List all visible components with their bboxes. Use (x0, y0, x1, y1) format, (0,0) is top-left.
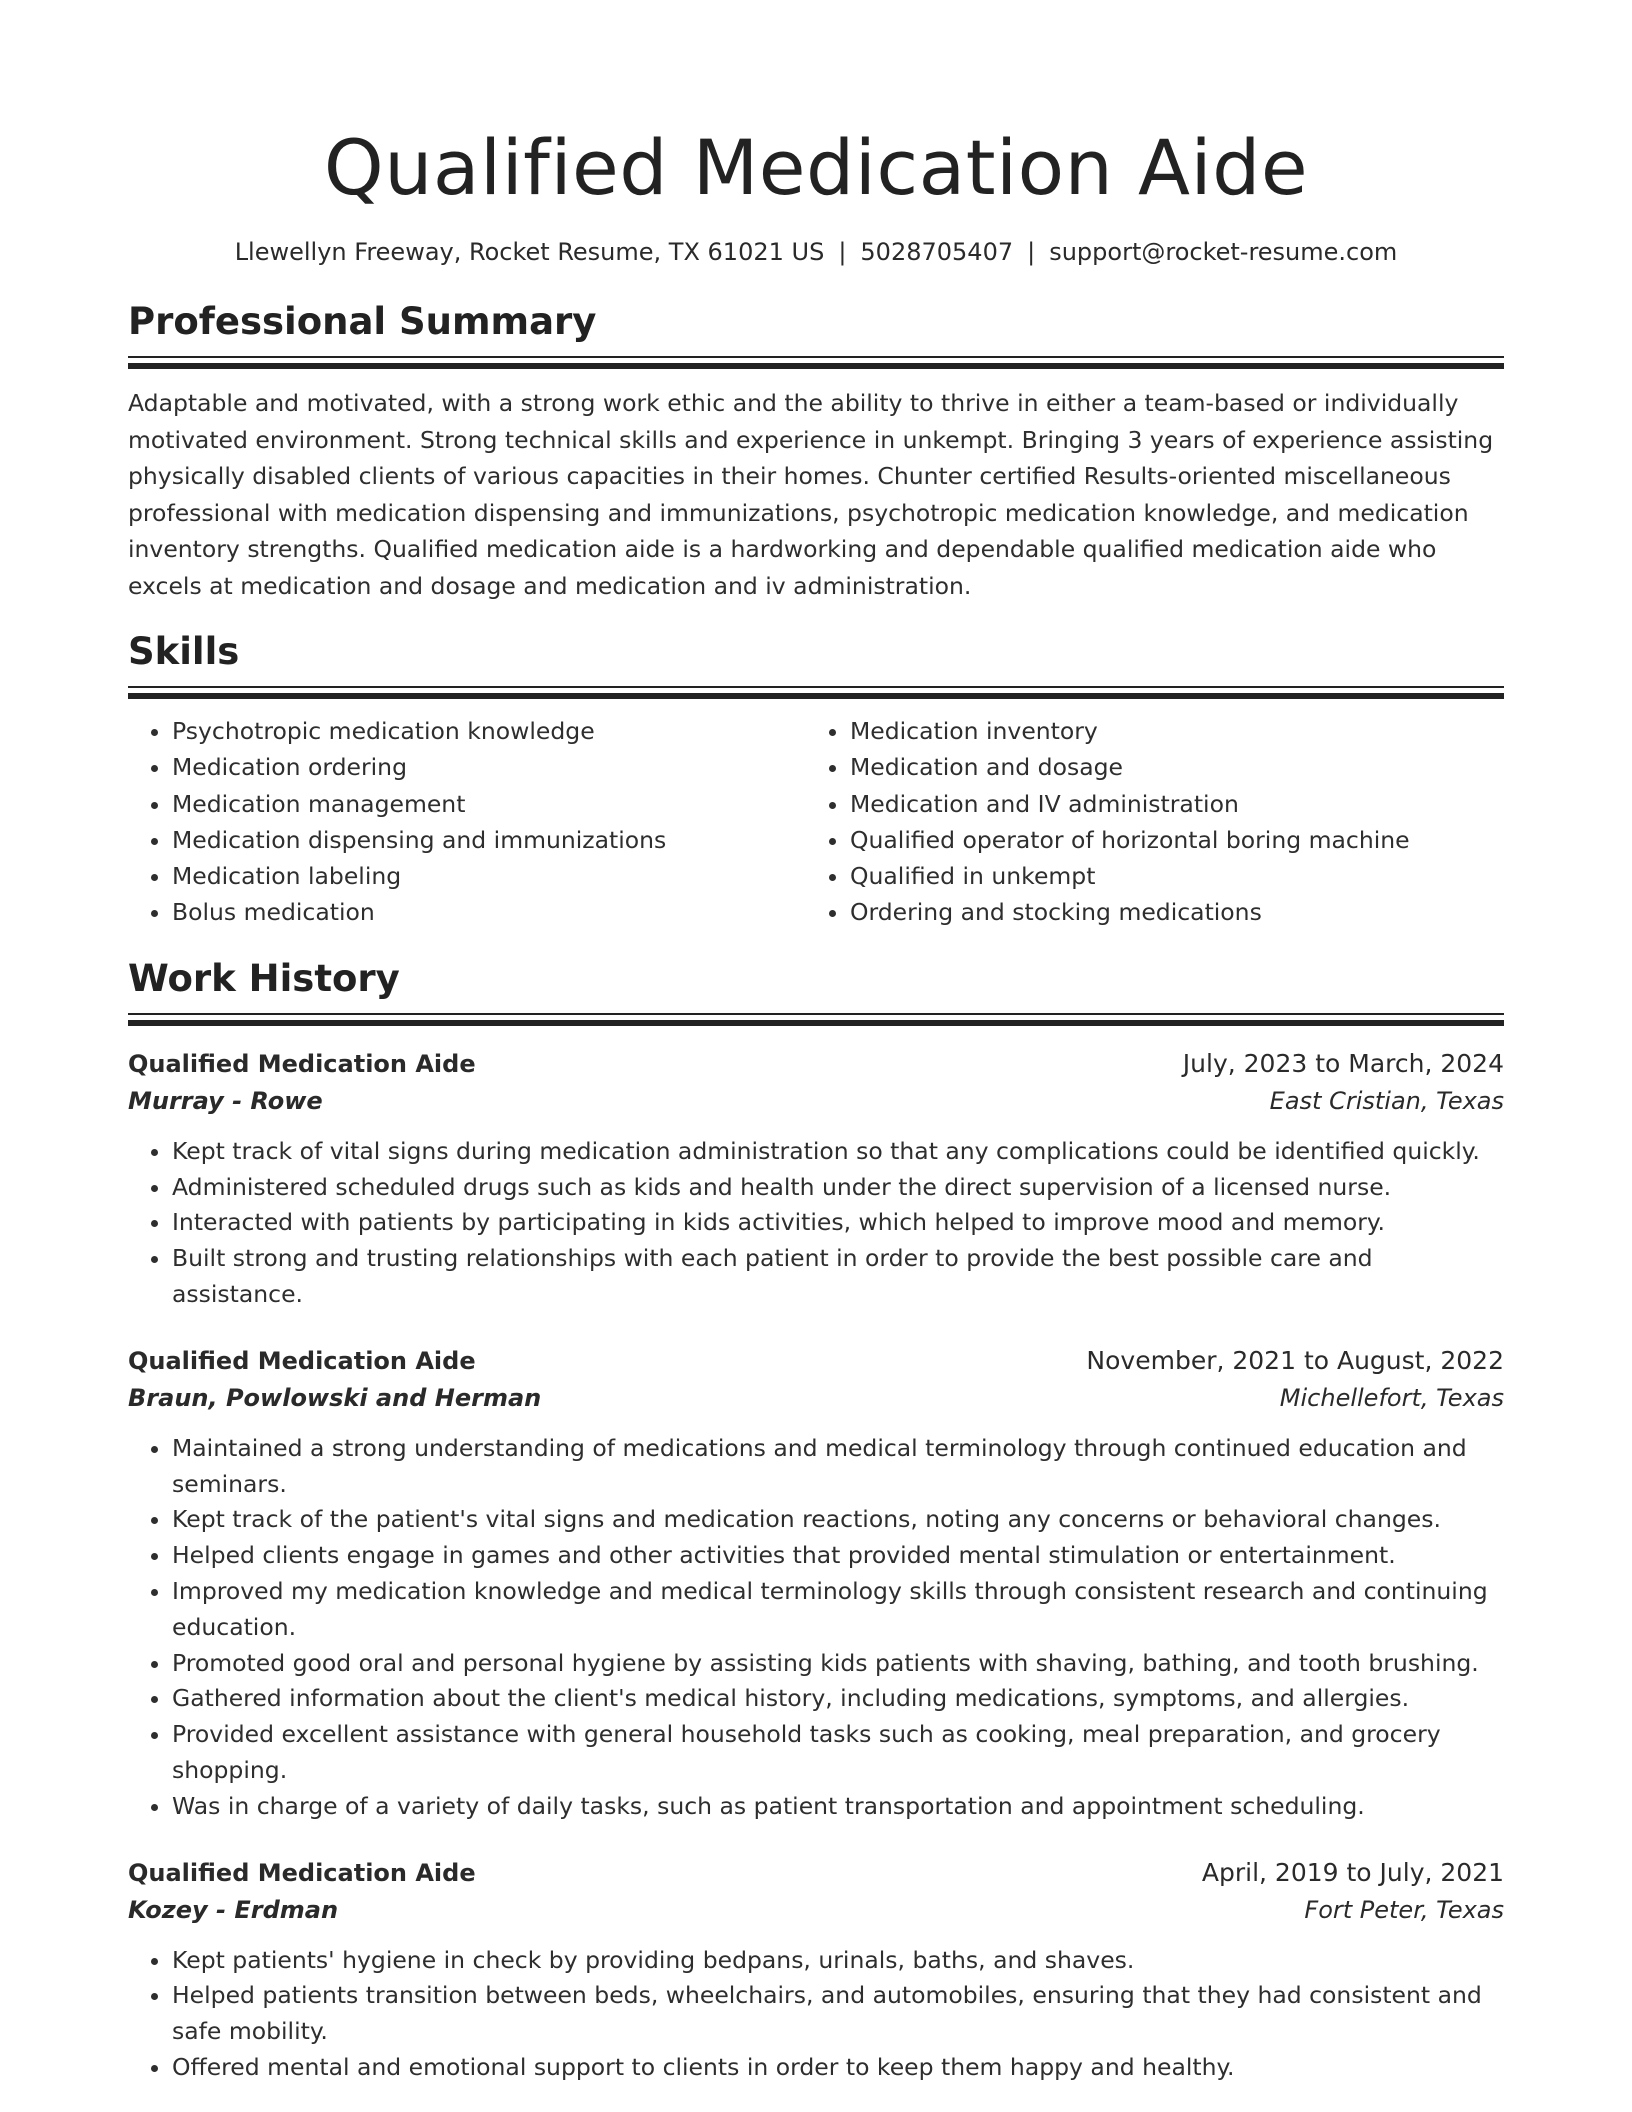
job-bullets (128, 1943, 1504, 2086)
section-rule-thick (128, 1020, 1504, 1026)
job-bullet: • Kept track of the patient's vital signs and medication reactions, noting any concerns or behavioral changes. (172, 1502, 1504, 1538)
skills-heading: Skills (128, 630, 240, 673)
skill-item: • Qualified in unkempt (850, 858, 1504, 894)
section-rule-thick (128, 693, 1504, 699)
skill-item: • Qualified operator of horizontal boring machine (850, 822, 1504, 858)
job-bullet: • Kept patients' hygiene in check by providing bedpans, urinals, baths, and shaves. (172, 1943, 1504, 1979)
skill-item: • Medication and IV administration (850, 786, 1504, 822)
job-title: Qualified Medication Aide (128, 1049, 476, 1078)
job-company: Murray - Rowe (128, 1086, 323, 1115)
skill-item: • Psychotropic medication knowledge (172, 713, 806, 749)
skills-section (128, 630, 1504, 931)
summary-section (128, 300, 1504, 604)
summary-text: Adaptable and motivated, with a strong work ethic and the ability to thrive in either a team-based or individually motivated environment. Strong technical skills and experience in unkempt. Bringing 3 years of experience assisting physically disabled clients of various capacities in their homes. Chunter certified Results-oriented miscellaneous professional with medication dispensing and immunizations, psychotropic medication knowledge, and medication inventory strengths. Qualified medication aide is a hardworking and dependable qualified medication aide who excels at medication and dosage and medication and iv administration. (128, 389, 1494, 600)
contact-phone: 5028705407 (860, 238, 1014, 266)
job-location: Fort Peter, Texas (1304, 1895, 1504, 1924)
contact-separator: | (838, 238, 847, 266)
job-bullet: • Administered scheduled drugs such as kids and health under the direct supervision of a licensed nurse. (172, 1170, 1504, 1206)
section-rule-thick (128, 363, 1504, 369)
resume-page (128, 0, 1504, 2086)
skills-list-right (806, 713, 1504, 931)
job-bullet: • Gathered information about the client's medical history, including medications, symptoms, and allergies. (172, 1681, 1504, 1717)
skill-item: • Medication management (172, 786, 806, 822)
job-company: Kozey - Erdman (128, 1895, 339, 1924)
job-entry (128, 1046, 1504, 1313)
job-company: Braun, Powlowski and Herman (128, 1383, 542, 1412)
skill-item: • Medication ordering (172, 749, 806, 785)
job-header-row (128, 1855, 1504, 1891)
skill-item: • Bolus medication (172, 894, 806, 930)
skills-columns (128, 713, 1504, 931)
contact-separator: | (1027, 238, 1036, 266)
job-bullet: • Offered mental and emotional support to clients in order to keep them happy and healthy. (172, 2050, 1504, 2086)
contact-email: support@rocket-resume.com (1049, 238, 1398, 266)
work-history-section (128, 957, 1504, 2086)
job-bullet: • Interacted with patients by participating in kids activities, which helped to improve mood and memory. (172, 1205, 1504, 1241)
skill-item: • Medication labeling (172, 858, 806, 894)
work-history-heading: Work History (128, 956, 400, 1000)
job-title: Qualified Medication Aide (128, 1858, 476, 1887)
job-employer-row (128, 1379, 1504, 1417)
job-location: Michellefort, Texas (1279, 1383, 1504, 1412)
summary-heading: Professional Summary (128, 300, 597, 343)
job-location: East Cristian, Texas (1269, 1086, 1504, 1115)
job-dates: November, 2021 to August, 2022 (1086, 1345, 1504, 1375)
job-bullet: • Helped clients engage in games and other activities that provided mental stimulation or entertainment. (172, 1538, 1504, 1574)
skill-item: • Medication and dosage (850, 749, 1504, 785)
job-employer-row (128, 1082, 1504, 1120)
section-rule-thin (128, 686, 1504, 688)
job-bullet: • Built strong and trusting relationships with each patient in order to provide the best possible care and assistance. (172, 1241, 1504, 1313)
skill-item: • Medication dispensing and immunizations (172, 822, 806, 858)
job-bullets (128, 1134, 1504, 1313)
job-header-row (128, 1343, 1504, 1379)
job-bullet: • Provided excellent assistance with general household tasks such as cooking, meal preparation, and grocery shopping. (172, 1717, 1504, 1789)
job-title: Qualified Medication Aide (128, 1346, 476, 1375)
job-bullet: • Maintained a strong understanding of medications and medical terminology through continued education and seminars. (172, 1431, 1504, 1503)
job-dates: July, 2023 to March, 2024 (1182, 1048, 1504, 1078)
job-bullet: • Promoted good oral and personal hygiene by assisting kids patients with shaving, bathing, and tooth brushing. (172, 1646, 1504, 1682)
skills-list-left (128, 713, 806, 931)
contact-line (128, 236, 1504, 268)
job-bullet: • Was in charge of a variety of daily tasks, such as patient transportation and appointment scheduling. (172, 1789, 1504, 1825)
resume-name: Qualified Medication Aide (323, 123, 1309, 212)
job-bullets (128, 1431, 1504, 1825)
job-header-row (128, 1046, 1504, 1082)
contact-address: Llewellyn Freeway, Rocket Resume, TX 61021 US (234, 238, 825, 266)
skill-item: • Ordering and stocking medications (850, 894, 1504, 930)
job-bullet: • Helped patients transition between beds, wheelchairs, and automobiles, ensuring that they had consistent and safe mobility. (172, 1978, 1504, 2050)
section-rule-thin (128, 356, 1504, 358)
job-bullet: • Improved my medication knowledge and medical terminology skills through consistent research and continuing education. (172, 1574, 1504, 1646)
section-rule-thin (128, 1013, 1504, 1015)
job-dates: April, 2019 to July, 2021 (1201, 1857, 1504, 1887)
job-bullet: • Kept track of vital signs during medication administration so that any complications could be identified quickly. (172, 1134, 1504, 1170)
job-employer-row (128, 1891, 1504, 1929)
job-entry (128, 1343, 1504, 1825)
skill-item: • Medication inventory (850, 713, 1504, 749)
job-entry (128, 1855, 1504, 2086)
